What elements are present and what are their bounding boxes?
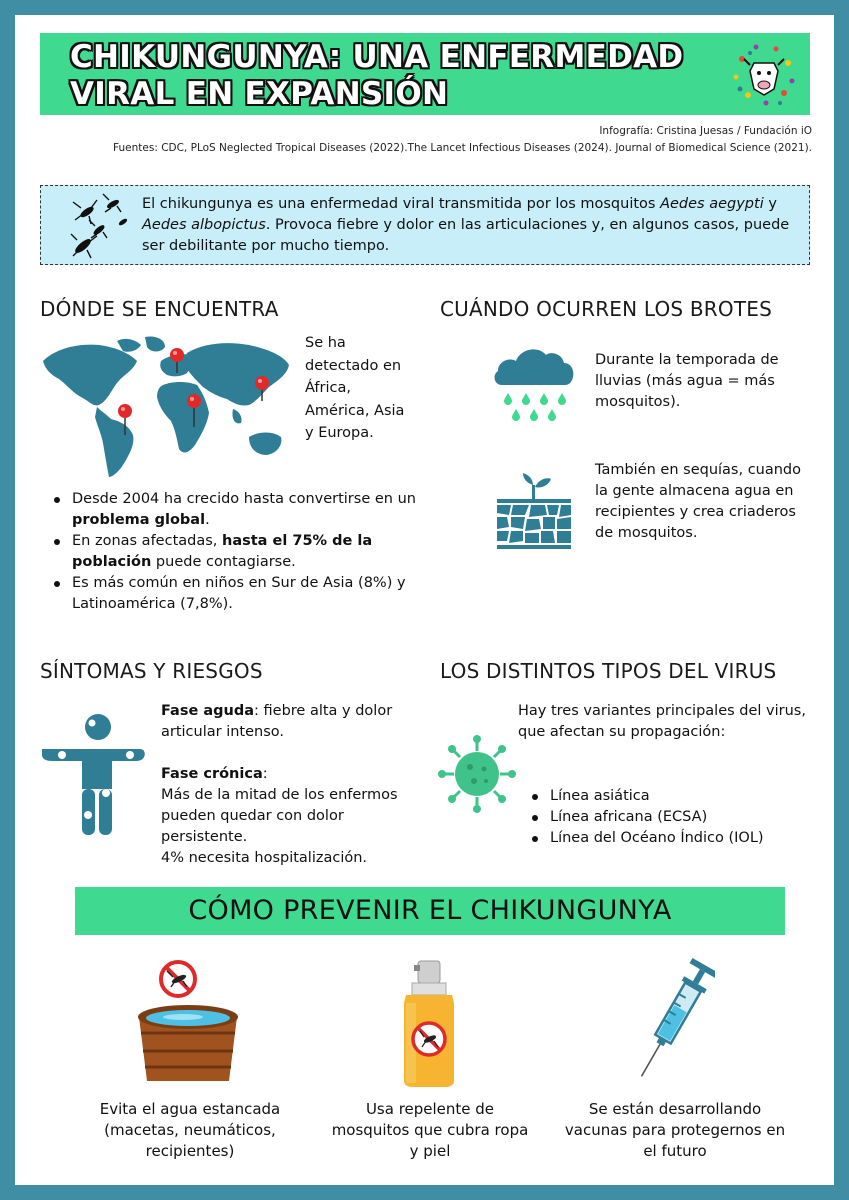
type-item-1: Línea asiática bbox=[518, 786, 808, 807]
where-b2-bold: hasta el 75% de la población bbox=[72, 533, 373, 570]
where-b2-post: puede contagiarse. bbox=[151, 554, 296, 570]
species-albopictus: Aedes albopictus bbox=[142, 217, 266, 233]
types-intro: Hay tres variantes principales del virus, que afectan su propagación: bbox=[518, 703, 806, 740]
type-item-2: Línea africana (ECSA) bbox=[518, 807, 808, 828]
virus-icon bbox=[438, 735, 516, 813]
symptoms-text bbox=[161, 701, 401, 869]
intro-part-3: . Provoca fiebre y dolor en las articulaciones y, en algunos casos, puede ser debilitante por mucho tiempo. bbox=[142, 217, 790, 254]
where-bullets bbox=[40, 489, 420, 615]
title-line-1: CHIKUNGUNYA: UNA ENFERMEDAD bbox=[70, 39, 684, 75]
prevent-banner bbox=[75, 887, 785, 935]
intro-part-2: y bbox=[763, 196, 777, 212]
fundacion-logo-icon bbox=[726, 37, 802, 113]
where-b2-pre: En zonas afectadas, bbox=[72, 533, 222, 549]
mosquito-icon bbox=[69, 190, 133, 260]
intro-text bbox=[142, 194, 792, 257]
credits bbox=[113, 123, 812, 157]
water-tub-icon bbox=[133, 959, 243, 1087]
where-b1-post: . bbox=[205, 512, 210, 528]
types-title: LOS DISTINTOS TIPOS DEL VIRUS bbox=[440, 659, 777, 683]
person-joints-icon bbox=[40, 713, 150, 838]
chronic-label: Fase crónica bbox=[161, 766, 263, 782]
where-bullet-3: Es más común en niños en Sur de Asia (8%) y Latinoamérica (7,8%). bbox=[40, 573, 420, 615]
chronic-text: Más de la mitad de los enfermos pueden quedar con dolor persistente. bbox=[161, 787, 398, 845]
world-map-icon bbox=[37, 331, 293, 481]
where-title: DÓNDE SE ENCUENTRA bbox=[40, 297, 279, 321]
intro-box bbox=[40, 185, 810, 265]
where-bullet-1 bbox=[40, 489, 420, 531]
when-title: CUÁNDO OCURREN LOS BROTES bbox=[440, 297, 772, 321]
types-list bbox=[518, 786, 808, 849]
when-drought-text: También en sequías, cuando la gente almacena agua en recipientes y crea criaderos de mosquitos. bbox=[595, 462, 802, 541]
species-aegypti: Aedes aegypti bbox=[660, 196, 764, 212]
prevent-caption-3: Se están desarrollando vacunas para protegernos en el futuro bbox=[564, 1100, 786, 1160]
symptoms-title: SÍNTOMAS Y RIESGOS bbox=[40, 659, 263, 683]
acute-phase bbox=[161, 701, 401, 743]
chronic-colon: : bbox=[262, 766, 268, 782]
type-item-3: Línea del Océano Índico (IOL) bbox=[518, 828, 808, 849]
where-map-text: Se ha detectado en África, América, Asia y Europa. bbox=[305, 335, 405, 441]
author-credit: Infografía: Cristina Juesas / Fundación iO bbox=[599, 125, 812, 137]
when-rain-text: Durante la temporada de lluvias (más agua = más mosquitos). bbox=[595, 352, 779, 410]
sources-credit: Fuentes: CDC, PLoS Neglected Tropical Diseases (2022).The Lancet Infectious Diseases (2024). Journal of Biomedical Science (2021). bbox=[113, 142, 812, 154]
acute-label: Fase aguda bbox=[161, 703, 255, 719]
vaccine-syringe-icon bbox=[633, 957, 715, 1083]
title-banner bbox=[40, 33, 810, 115]
hospital-text: 4% necesita hospitalización. bbox=[161, 850, 368, 866]
rain-cloud-icon bbox=[490, 341, 576, 427]
page-title bbox=[70, 39, 683, 113]
prevent-title: CÓMO PREVENIR EL CHIKUNGUNYA bbox=[188, 895, 672, 926]
prevent-caption-2: Usa repelente de mosquitos que cubra ropa y piel bbox=[331, 1100, 529, 1160]
where-b1-pre: Desde 2004 ha crecido hasta convertirse en un bbox=[72, 491, 416, 507]
where-b1-bold: problema global bbox=[72, 512, 206, 528]
chronic-phase-label bbox=[161, 764, 401, 785]
intro-part-1: El chikungunya es una enfermedad viral transmitida por los mosquitos bbox=[142, 196, 661, 212]
title-line-2: VIRAL EN EXPANSIÓN bbox=[70, 76, 449, 112]
infographic-sheet bbox=[15, 15, 834, 1185]
where-bullet-2 bbox=[40, 531, 420, 573]
drought-soil-icon bbox=[489, 469, 579, 555]
acute-text: : fiebre alta y dolor articular intenso. bbox=[161, 703, 393, 740]
repellent-spray-icon bbox=[400, 957, 460, 1089]
prevent-caption-1: Evita el agua estancada (macetas, neumáticos, recipientes) bbox=[99, 1100, 281, 1160]
